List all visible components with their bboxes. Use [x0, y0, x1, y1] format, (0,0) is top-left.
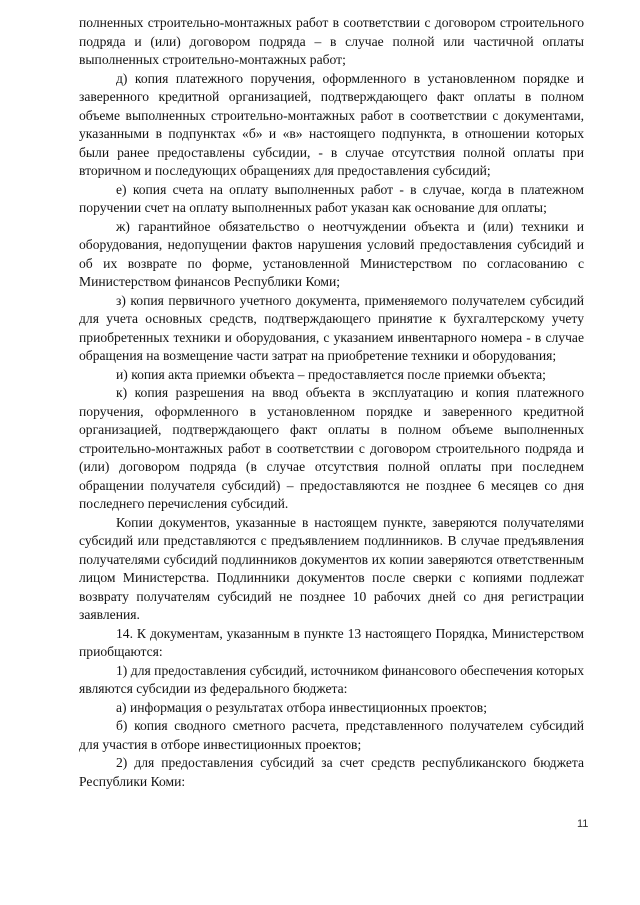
- paragraph-copies-note: Копии документов, указанные в настоящем пункте, заверяются получателями субсидий или представляются с предъявлением подлинников. В случае предъявления получателями субсидий подлинников документов их копии заверяются ответственным лицом Министерства. Подлинники документов после сверки с копиями подлежат возврату получателям субсидий не позднее 10 рабочих дней со дня регистрации заявления.: [79, 514, 584, 622]
- paragraph-subclause-1a: а) информация о результатах отбора инвестиционных проектов;: [116, 699, 487, 715]
- paragraph-subclause-1b: б) копия сводного сметного расчета, представленного получателем субсидий для участия в отборе инвестиционных проектов;: [79, 718, 584, 752]
- paragraph-continuation: полненных строительно-монтажных работ в соответствии с договором строительного подряда и (или) договором подряда – в случае полной или частичной оплаты выполненных строительно-монтажных работ;: [79, 15, 584, 67]
- paragraph-item-d: д) копия платежного поручения, оформленного в установленном порядке и заверенного кредитной организацией, подтверждающего факт оплаты в полном объеме выполненных строительно-монтажных работ в соответствии с документами, указанными в подпунктах «б» и «в» настоящего подпункта, в отношении которых были ранее предоставлены субсидии, - в случае отсутствия полной оплаты при вторичном и последующих обращениях для предоставления субсидий;: [79, 70, 584, 178]
- paragraph-item-e: е) копия счета на оплату выполненных работ - в случае, когда в платежном поручении счет на оплату выполненных работ указан как основание для оплаты;: [79, 181, 584, 215]
- paragraph-item-z: з) копия первичного учетного документа, применяемого получателем субсидий для учета основных средств, подтверждающего принятие к бухгалтерскому учету приобретенных техники и оборудования, с указанием инвентарного номера - в случае обращения на возмещение части затрат на приобретение техники и оборудования;: [79, 292, 584, 363]
- document-body: [79, 14, 584, 791]
- paragraph-item-i: и) копия акта приемки объекта – предоставляется после приемки объекта;: [116, 366, 546, 382]
- paragraph-item-zh: ж) гарантийное обязательство о неотчуждении объекта и (или) техники и оборудования, недопущении фактов нарушения условий предоставления субсидий и об их возврате по форме, установленной Министерством по согласованию с Министерством финансов Республики Коми;: [79, 218, 584, 289]
- paragraph-item-k: к) копия разрешения на ввод объекта в эксплуатацию и копия платежного поручения, оформленного в установленном порядке и заверенного кредитной организацией, подтверждающего факт оплаты в полном объеме выполненных строительно-монтажных работ в соответствии с договором строительного подряда и (или) договором подряда (в случае отсутствия полной оплаты при последнем обращении получателя субсидий) – предоставляются не позднее 6 месяцев со дня последнего перечисления субсидий.: [79, 385, 584, 511]
- paragraph-subclause-2: 2) для предоставления субсидий за счет средств республиканского бюджета Республики Коми:: [79, 755, 584, 789]
- paragraph-subclause-1: 1) для предоставления субсидий, источником финансового обеспечения которых являются субсидии из федерального бюджета:: [79, 662, 584, 696]
- page-number: 11: [577, 818, 589, 830]
- paragraph-clause-14: 14. К документам, указанным в пункте 13 настоящего Порядка, Министерством приобщаются:: [79, 625, 584, 659]
